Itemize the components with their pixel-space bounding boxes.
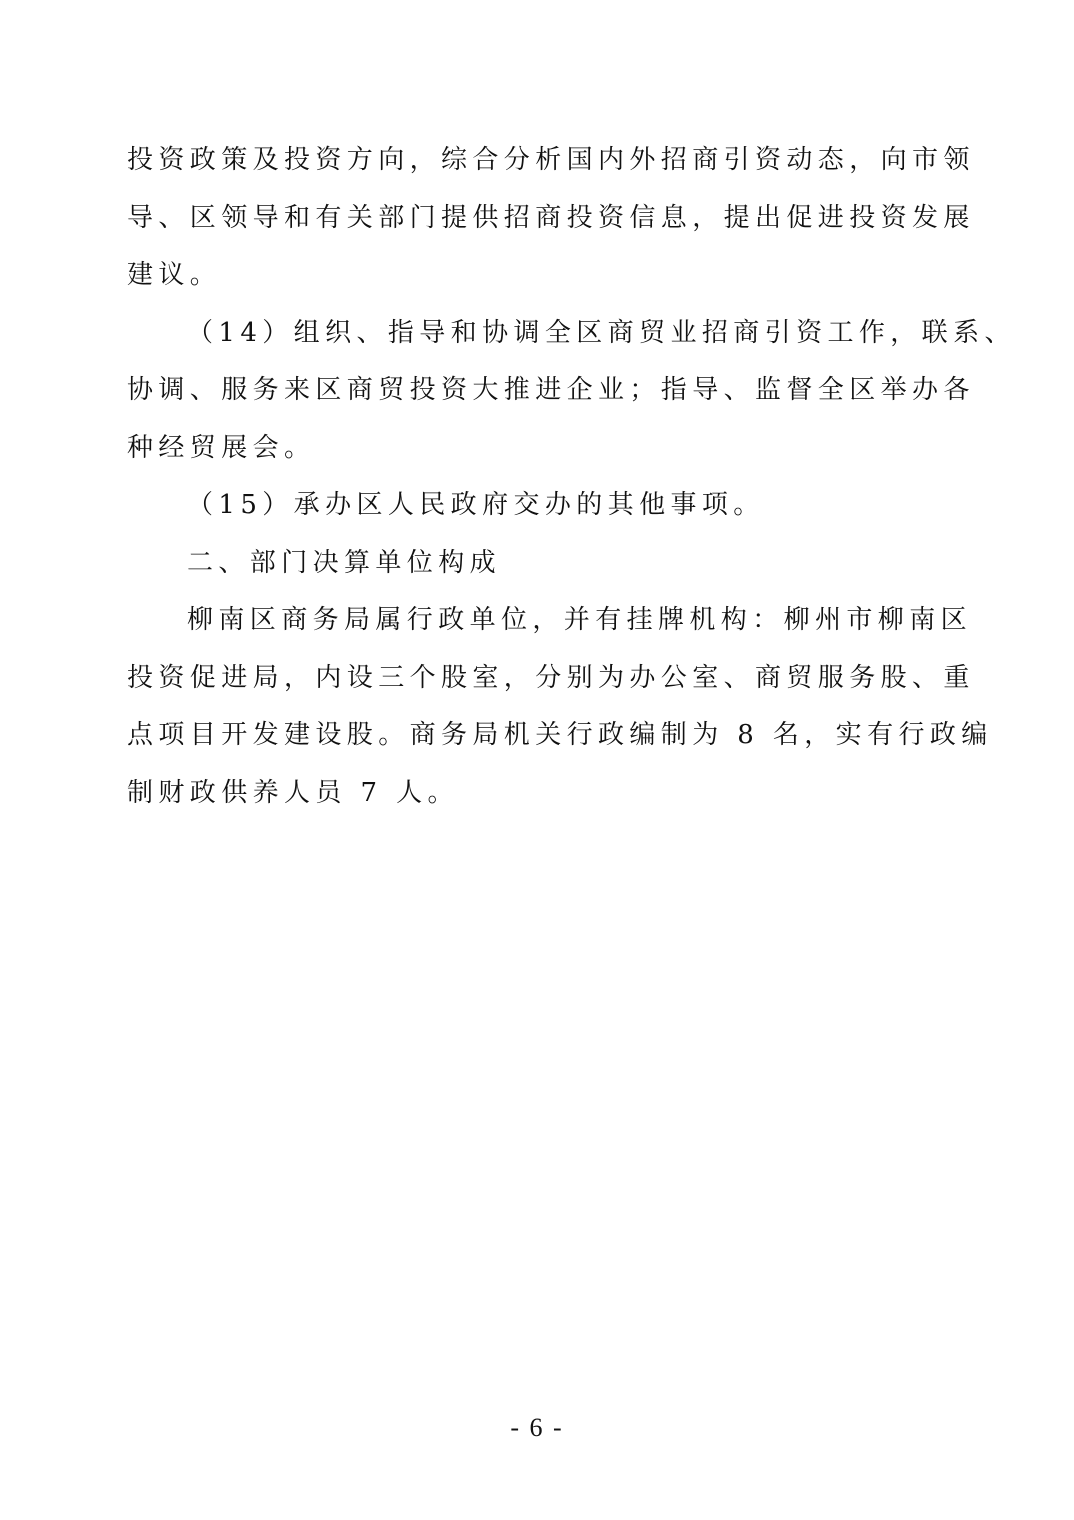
paragraph-line: 投资促进局，内设三个股室，分别为办公室、商贸服务股、重 [127, 662, 975, 693]
paragraph-line: （14）组织、指导和协调全区商贸业招商引资工作，联系、 [187, 317, 1016, 348]
paragraph-line: 种经贸展会。 [127, 432, 316, 463]
paragraph-line: 点项目开发建设股。商务局机关行政编制为 8 名，实有行政编 [127, 720, 993, 750]
paragraph-line: 建议。 [127, 260, 222, 290]
paragraph-line: 导、区领导和有关部门提供招商投资信息，提出促进投资发展 [127, 202, 975, 233]
paragraph-line: （15）承办区人民政府交办的其他事项。 [187, 490, 765, 520]
paragraph-line: 协调、服务来区商贸投资大推进企业；指导、监督全区举办各 [127, 375, 975, 405]
body-text [127, 138, 1016, 828]
page-number: - 6 - [510, 1413, 564, 1442]
section-heading: 二、部门决算单位构成 [187, 547, 502, 578]
paragraph-line: 柳南区商务局属行政单位，并有挂牌机构：柳州市柳南区 [187, 605, 973, 635]
paragraph-line: 投资政策及投资方向，综合分析国内外招商引资动态，向市领 [127, 145, 975, 175]
paragraph-line: 制财政供养人员 7 人。 [127, 777, 459, 808]
